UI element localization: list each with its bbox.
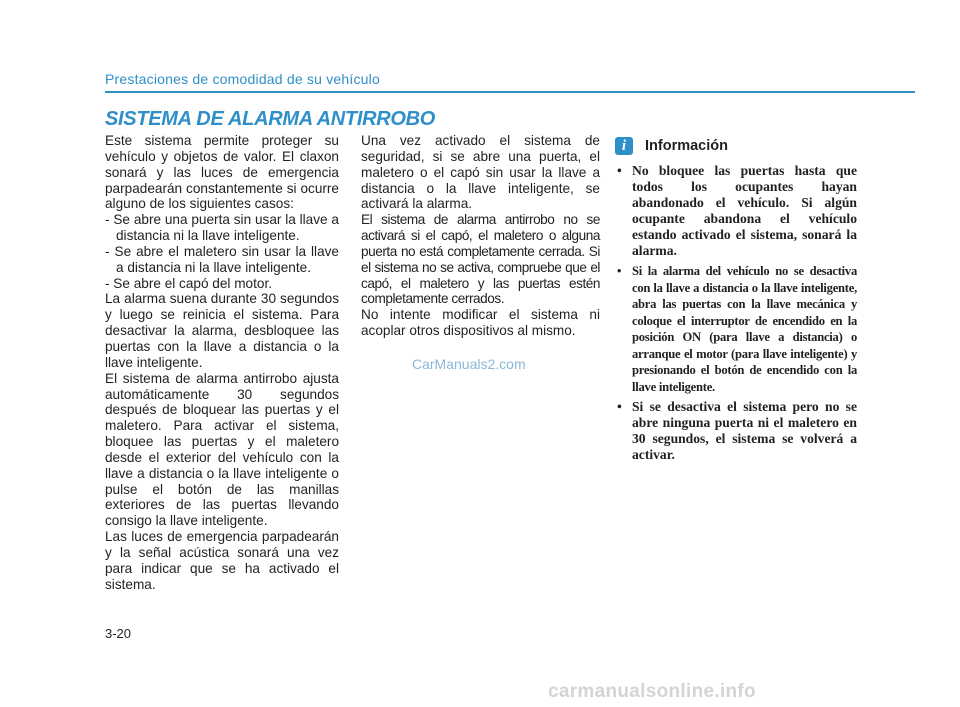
left-column bbox=[105, 133, 339, 592]
header-divider bbox=[105, 91, 915, 93]
page-number: 3-20 bbox=[105, 626, 132, 641]
watermark-footer: carmanualsonline.info bbox=[548, 681, 756, 702]
confirmation-paragraph: Las luces de emergencia parpadearán y la señal acústica sonará una vez para indicar que se ha activado el sistema. bbox=[105, 529, 339, 592]
section-title: SISTEMA DE ALARMA ANTIRROBO bbox=[105, 108, 436, 130]
info-item-mechanical-key: • Si la alarma del vehículo no se desactiva con la llave a distancia o la llave inteligente, abra las puertas con la llave mecánica y coloque el interruptor de encendido en la posición ON (para llave a distancia) o arranque el motor (para llave inteligente) y presionando el botón de encendido con la llave inteligente. bbox=[617, 263, 857, 395]
info-item-auto-rearm: • Si se desactiva el sistema pero no se abre ninguna puerta ni el maletero en 30 segundos, el sistema se volverá a activar. bbox=[617, 399, 857, 463]
triggered-paragraph: Una vez activado el sistema de seguridad, si se abre una puerta, el maletero o el capó sin usar la llave a distancia o la llave inteligente, se activará la alarma. bbox=[361, 133, 600, 212]
activation-paragraph: El sistema de alarma antirrobo ajusta automáticamente 30 segundos después de bloquear las puertas y el maletero. Para activar el sistema, bloquee las puertas y el maletero desde el exterior del vehículo con la llave a distancia o la llave inteligente o pulse el botón de las manillas exteriores de las puertas llevando consigo la llave inteligente. bbox=[105, 370, 339, 529]
alarm-duration-paragraph: La alarma suena durante 30 segundos y luego se reinicia el sistema. Para desactivar la alarma, desbloquee las puertas con la llave a distancia o la llave inteligente. bbox=[105, 291, 339, 370]
no-modify-paragraph: No intente modificar el sistema ni acoplar otros dispositivos al mismo. bbox=[361, 307, 600, 339]
info-item-lock-doors: • No bloquee las puertas hasta que todos los ocupantes hayan abandonado el vehículo. Si algún ocupante abandona el vehículo estando activado el sistema, sonará la alarma. bbox=[617, 163, 857, 259]
info-list bbox=[617, 163, 857, 463]
alarm-case-hood: - Se abre el capó del motor. bbox=[105, 275, 272, 291]
info-header bbox=[615, 137, 728, 155]
alarm-case-door: - Se abre una puerta sin usar la llave a distancia ni la llave inteligente. bbox=[105, 212, 339, 244]
alarm-case-trunk: - Se abre el maletero sin usar la llave a distancia ni la llave inteligente. bbox=[105, 243, 339, 275]
info-icon: i bbox=[615, 137, 633, 155]
watermark-carmanuals2: CarManuals2.com bbox=[412, 356, 526, 372]
intro-paragraph: Este sistema permite proteger su vehículo y objetos de valor. El claxon sonará y las luces de emergencia parpadearán constantemente si ocurre alguno de los siguientes casos: bbox=[105, 133, 339, 212]
middle-column bbox=[361, 133, 600, 339]
chapter-header: Prestaciones de comodidad de su vehículo bbox=[105, 71, 380, 87]
info-title: Información bbox=[645, 138, 728, 154]
not-activated-paragraph: El sistema de alarma antirrobo no se activará si el capó, el maletero o alguna puerta no está completamente cerrada. Si el sistema no se activa, compruebe que el capó, el maletero y las puertas estén completamente cerrados. bbox=[361, 212, 600, 307]
